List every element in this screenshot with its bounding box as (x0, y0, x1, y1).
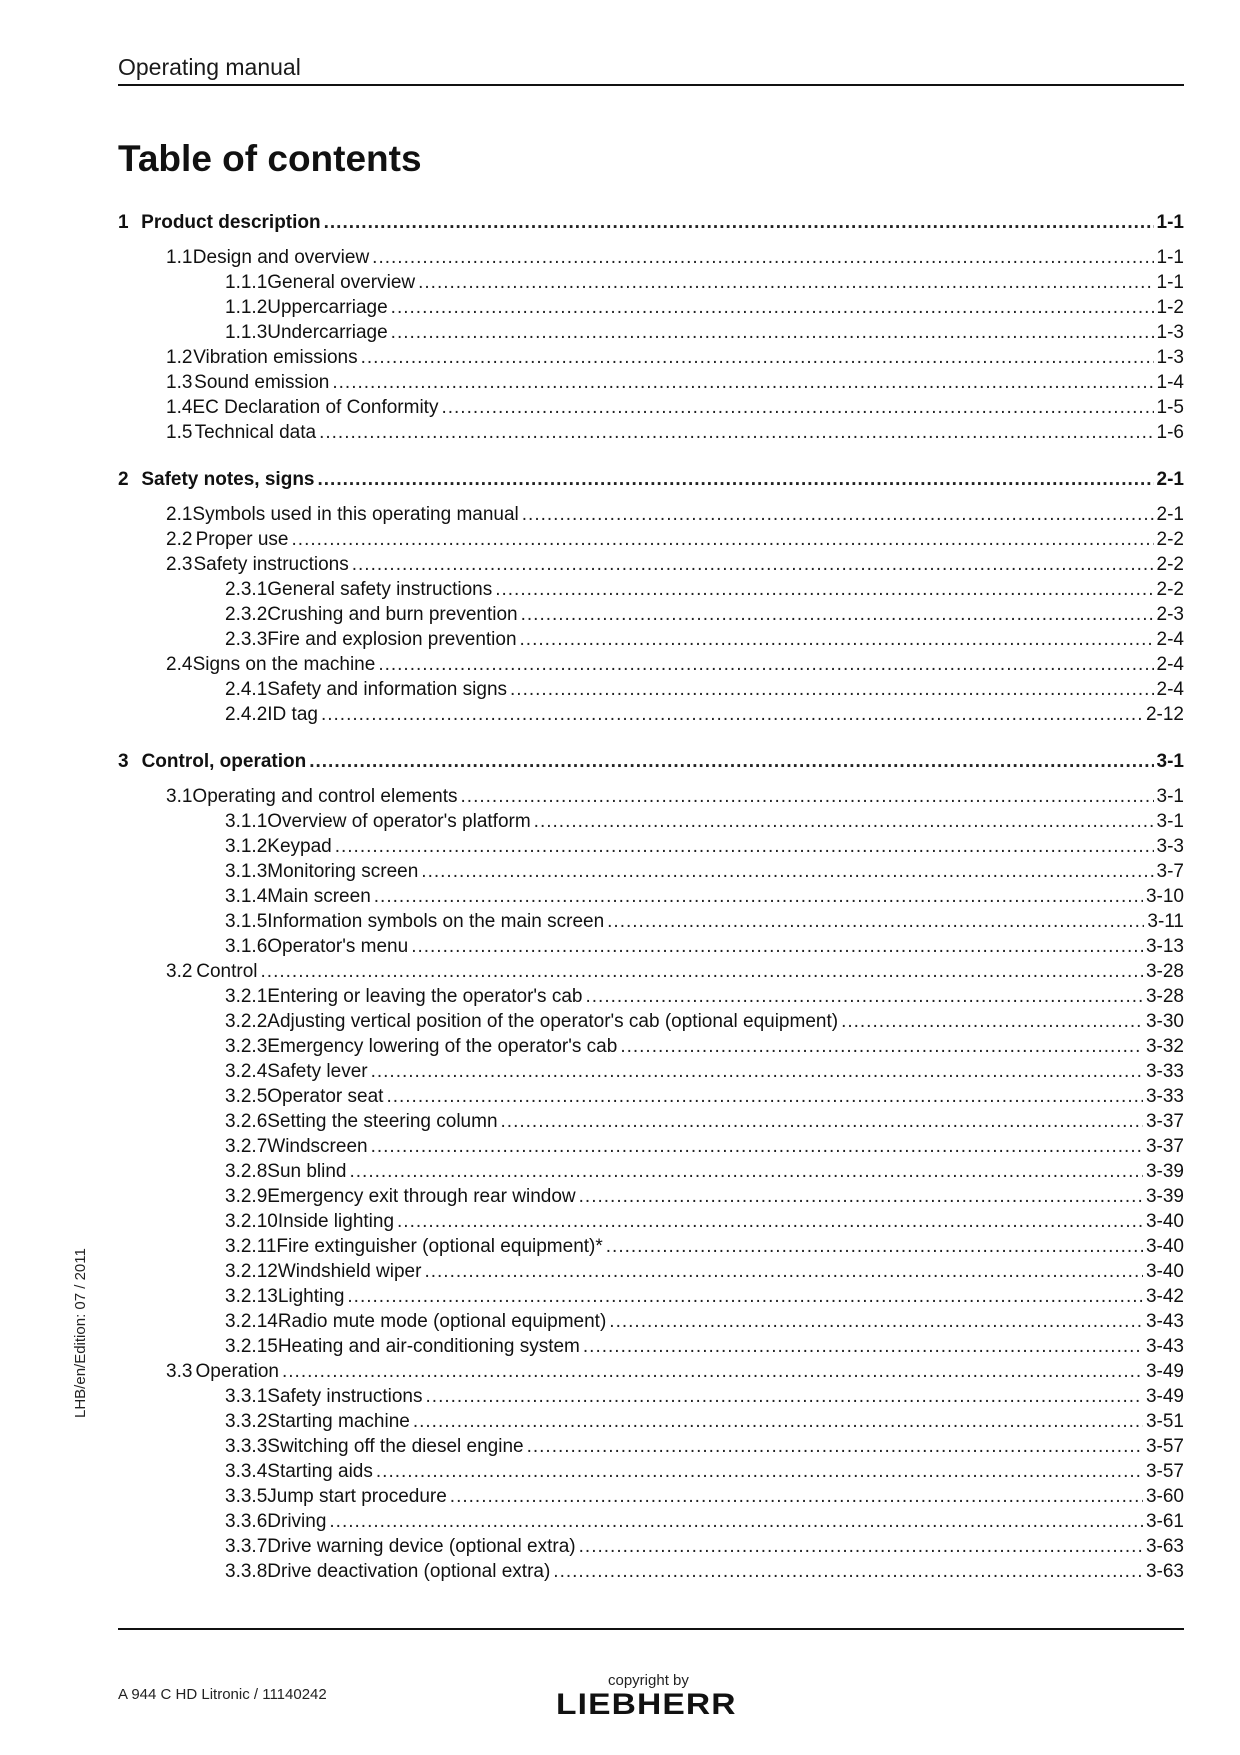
toc-entry[interactable] (118, 1384, 1184, 1409)
toc-entry[interactable] (118, 1034, 1184, 1059)
toc-entry-label: Safety instructions (267, 1386, 423, 1407)
toc-entry-page: 1-1 (1156, 247, 1184, 268)
toc-entry-label: Windscreen (267, 1136, 368, 1157)
toc-entry-label: ID tag (267, 704, 318, 725)
toc-entry[interactable] (118, 859, 1184, 884)
toc-leader-dots (620, 1034, 1143, 1059)
toc-entry[interactable] (118, 370, 1184, 395)
toc-entry-number: 1 (118, 212, 129, 233)
toc-entry[interactable] (118, 395, 1184, 420)
toc-entry-label: Lighting (277, 1286, 345, 1307)
toc-entry[interactable] (118, 1134, 1184, 1159)
toc-entry[interactable] (118, 245, 1184, 270)
toc-entry[interactable] (118, 210, 1184, 235)
toc-leader-dots (520, 627, 1154, 652)
toc-entry-number: 2.4.1 (225, 679, 268, 700)
toc-entry-number: 1.4 (166, 397, 193, 418)
toc-entry[interactable] (118, 320, 1184, 345)
toc-entry[interactable] (118, 467, 1184, 492)
toc-entry-label: Emergency lowering of the operator's cab (267, 1036, 618, 1057)
toc-entry-label: Operator's menu (267, 936, 409, 957)
copyright-text: copyright by (608, 1672, 689, 1689)
toc-entry-page: 3-3 (1156, 836, 1184, 857)
toc-entry-page: 2-3 (1156, 604, 1184, 625)
toc-leader-dots (350, 1159, 1143, 1184)
toc-leader-dots (495, 577, 1153, 602)
toc-entry[interactable] (118, 934, 1184, 959)
toc-entry-number: 3.2.11 (225, 1236, 277, 1257)
edition-side-text: LHB/en/Edition: 07 / 2011 (72, 1248, 89, 1418)
toc-entry-page: 3-57 (1145, 1436, 1184, 1457)
toc-leader-dots (318, 467, 1154, 492)
toc-entry-page: 2-2 (1156, 579, 1184, 600)
toc-leader-dots (426, 1384, 1143, 1409)
toc-entry[interactable] (118, 1059, 1184, 1084)
toc-leader-dots (321, 702, 1143, 727)
toc-entry[interactable] (118, 1359, 1184, 1384)
toc-leader-dots (309, 749, 1153, 774)
toc-leader-dots (606, 1234, 1143, 1259)
toc-entry-label: Switching off the diesel engine (267, 1436, 524, 1457)
toc-entry-label: Radio mute mode (optional equipment) (277, 1311, 607, 1332)
toc-entry-label: Vibration emissions (193, 347, 358, 368)
toc-entry-page: 3-13 (1145, 936, 1184, 957)
toc-entry[interactable] (118, 1184, 1184, 1209)
toc-entry-number: 3.3.8 (225, 1561, 268, 1582)
toc-entry-page: 3-60 (1145, 1486, 1184, 1507)
toc-leader-dots (521, 602, 1154, 627)
toc-entry-page: 1-3 (1156, 347, 1184, 368)
toc-entry-page: 2-4 (1156, 679, 1184, 700)
toc-entry[interactable] (118, 959, 1184, 984)
toc-leader-dots (324, 210, 1154, 235)
toc-entry-label: Crushing and burn prevention (267, 604, 518, 625)
toc-entry-number: 1.1.3 (225, 322, 268, 343)
toc-leader-dots (510, 677, 1154, 702)
toc-entry[interactable] (118, 1509, 1184, 1534)
toc-entry-page: 3-43 (1145, 1311, 1184, 1332)
toc-entry[interactable] (118, 627, 1184, 652)
toc-entry[interactable] (118, 420, 1184, 445)
toc-entry-label: Safety and information signs (267, 679, 508, 700)
liebherr-logo (556, 1688, 746, 1723)
footer-rule (118, 1628, 1184, 1630)
toc-entry[interactable] (118, 1284, 1184, 1309)
toc-entry-number: 1.2 (166, 347, 193, 368)
toc-leader-dots (347, 1284, 1143, 1309)
toc-entry[interactable] (118, 652, 1184, 677)
toc-entry-number: 3.3.4 (225, 1461, 268, 1482)
toc-leader-dots (579, 1534, 1143, 1559)
toc-entry-number: 2.2 (166, 529, 193, 550)
toc-entry-label: Technical data (194, 422, 317, 443)
toc-entry-label: Drive deactivation (optional extra) (267, 1561, 551, 1582)
header-rule (118, 84, 1184, 86)
toc-entry[interactable] (118, 1309, 1184, 1334)
toc-entry-label: Jump start procedure (267, 1486, 447, 1507)
toc-entry-page: 3-1 (1156, 786, 1184, 807)
toc-entry-label: Uppercarriage (267, 297, 388, 318)
toc-entry[interactable] (118, 602, 1184, 627)
toc-leader-dots (583, 1334, 1143, 1359)
toc-entry[interactable] (118, 677, 1184, 702)
toc-entry-number: 2.3 (166, 554, 193, 575)
toc-entry-label: Overview of operator's platform (267, 811, 531, 832)
toc-entry-label: Proper use (195, 529, 289, 550)
toc-entry-page: 1-6 (1156, 422, 1184, 443)
toc-entry[interactable] (118, 577, 1184, 602)
toc-leader-dots (391, 320, 1154, 345)
toc-leader-dots (501, 1109, 1143, 1134)
toc-entry-page: 3-43 (1145, 1336, 1184, 1357)
toc-leader-dots (371, 1059, 1143, 1084)
toc-entry-number: 1.3 (166, 372, 193, 393)
toc-leader-dots (391, 295, 1154, 320)
toc-entry-page: 3-33 (1145, 1086, 1184, 1107)
toc-entry-page: 3-57 (1145, 1461, 1184, 1482)
toc-entry-page: 1-1 (1156, 212, 1184, 233)
toc-entry-number: 3.2.14 (225, 1311, 278, 1332)
toc-entry-page: 3-49 (1145, 1386, 1184, 1407)
toc-entry-label: Emergency exit through rear window (267, 1186, 576, 1207)
toc-entry-label: Driving (267, 1511, 327, 1532)
toc-entry[interactable] (118, 1434, 1184, 1459)
toc-entry-page: 3-63 (1145, 1536, 1184, 1557)
toc-leader-dots (329, 1509, 1143, 1534)
toc-leader-dots (411, 934, 1143, 959)
logo-text: LIEBHERR (556, 1688, 737, 1718)
toc-entry-number: 3 (118, 751, 129, 772)
toc-entry-number: 3.2.15 (225, 1336, 278, 1357)
toc-entry-label: Starting aids (267, 1461, 373, 1482)
toc-entry-page: 3-39 (1145, 1161, 1184, 1182)
toc-entry-number: 3.1.6 (225, 936, 268, 957)
toc-entry-number: 2.4.2 (225, 704, 268, 725)
toc-entry[interactable] (118, 502, 1184, 527)
toc-entry[interactable] (118, 1334, 1184, 1359)
toc-entry-number: 3.1.1 (225, 811, 268, 832)
toc-entry-number: 3.1.4 (225, 886, 268, 907)
toc-entry-label: Keypad (267, 836, 332, 857)
page-title: Table of contents (118, 138, 422, 179)
toc-entry-page: 3-37 (1145, 1111, 1184, 1132)
toc-entry[interactable] (118, 749, 1184, 774)
toc-entry-page: 2-1 (1156, 469, 1184, 490)
toc-entry[interactable] (118, 1009, 1184, 1034)
toc-leader-dots (378, 652, 1153, 677)
toc-entry-number: 3.2.13 (225, 1286, 278, 1307)
toc-entry-label: Safety lever (267, 1061, 368, 1082)
toc-leader-dots (579, 1184, 1143, 1209)
toc-entry-page: 3-49 (1145, 1361, 1184, 1382)
toc-entry-label: Starting machine (267, 1411, 410, 1432)
toc-leader-dots (376, 1459, 1143, 1484)
toc-entry-page: 1-2 (1156, 297, 1184, 318)
toc-entry-label: Signs on the machine (192, 654, 376, 675)
toc-leader-dots (553, 1559, 1143, 1584)
toc-leader-dots (292, 527, 1154, 552)
toc-entry-number: 3.3.5 (225, 1486, 268, 1507)
toc-entry-number: 2.1 (166, 504, 193, 525)
toc-leader-dots (319, 420, 1153, 445)
toc-entry-number: 1.1 (166, 247, 193, 268)
toc-entry-page: 3-1 (1156, 811, 1184, 832)
toc-entry[interactable] (118, 1409, 1184, 1434)
toc-entry[interactable] (118, 345, 1184, 370)
toc-leader-dots (441, 395, 1153, 420)
toc-leader-dots (372, 245, 1153, 270)
toc-entry-label: Operating and control elements (192, 786, 458, 807)
toc-entry-label: General overview (267, 272, 416, 293)
toc-entry[interactable] (118, 1234, 1184, 1259)
toc-leader-dots (371, 1134, 1143, 1159)
toc-entry-label: Monitoring screen (267, 861, 419, 882)
toc-entry[interactable] (118, 552, 1184, 577)
toc-entry[interactable] (118, 270, 1184, 295)
toc-entry-number: 3.3.1 (225, 1386, 268, 1407)
toc-entry-label: Design and overview (192, 247, 370, 268)
toc-entry-label: EC Declaration of Conformity (192, 397, 439, 418)
toc-entry-number: 3.2.1 (225, 986, 268, 1007)
toc-leader-dots (413, 1409, 1143, 1434)
toc-entry-number: 3.2.3 (225, 1036, 268, 1057)
toc-entry-page: 1-1 (1156, 272, 1184, 293)
toc-entry-label: Information symbols on the main screen (267, 911, 605, 932)
toc-entry-number: 3.1.3 (225, 861, 268, 882)
toc-entry-label: Fire and explosion prevention (267, 629, 517, 650)
toc-entry[interactable] (118, 1559, 1184, 1584)
toc-entry-page: 3-63 (1145, 1561, 1184, 1582)
toc-entry-label: Adjusting vertical position of the operator's cab (optional equipment) (267, 1011, 839, 1032)
toc-entry-number: 2 (118, 469, 129, 490)
toc-entry[interactable] (118, 1259, 1184, 1284)
toc-entry-page: 3-11 (1147, 911, 1184, 932)
toc-leader-dots (461, 784, 1154, 809)
toc-entry-label: Sound emission (194, 372, 330, 393)
toc-entry-page: 3-7 (1156, 861, 1184, 882)
toc-entry-page: 3-33 (1145, 1061, 1184, 1082)
toc-entry-number: 3.2.10 (225, 1211, 278, 1232)
toc-leader-dots (609, 1309, 1143, 1334)
toc-entry-label: Inside lighting (277, 1211, 395, 1232)
toc-entry-page: 3-40 (1145, 1236, 1184, 1257)
toc-entry-page: 2-1 (1156, 504, 1184, 525)
toc-entry-label: Undercarriage (267, 322, 388, 343)
toc-entry-number: 2.3.1 (225, 579, 268, 600)
toc-entry-label: Windshield wiper (277, 1261, 422, 1282)
toc-entry[interactable] (118, 834, 1184, 859)
toc-entry-page: 1-4 (1156, 372, 1184, 393)
toc-entry-number: 3.3.2 (225, 1411, 268, 1432)
toc-entry[interactable] (118, 909, 1184, 934)
toc-entry-page: 2-4 (1156, 654, 1184, 675)
toc-entry-number: 2.4 (166, 654, 193, 675)
toc-entry-label: Heating and air-conditioning system (277, 1336, 580, 1357)
toc-entry[interactable] (118, 1109, 1184, 1134)
toc-entry[interactable] (118, 702, 1184, 727)
toc-entry-page: 2-4 (1156, 629, 1184, 650)
toc-entry-label: Main screen (267, 886, 371, 907)
toc-entry-label: General safety instructions (267, 579, 493, 600)
toc-leader-dots (522, 502, 1154, 527)
toc-entry-label: Sun blind (267, 1161, 347, 1182)
toc-leader-dots (374, 884, 1143, 909)
toc-entry-number: 1.1.1 (225, 272, 268, 293)
toc-leader-dots (527, 1434, 1143, 1459)
toc-leader-dots (261, 959, 1143, 984)
toc-entry-number: 3.2.5 (225, 1086, 268, 1107)
running-header: Operating manual (118, 54, 301, 80)
toc-entry-number: 3.3 (166, 1361, 193, 1382)
toc-entry-page: 3-10 (1145, 886, 1184, 907)
toc-entry-page: 1-3 (1156, 322, 1184, 343)
toc-entry-number: 1.1.2 (225, 297, 268, 318)
toc-leader-dots (282, 1359, 1143, 1384)
toc-entry-label: Drive warning device (optional extra) (267, 1536, 576, 1557)
toc-leader-dots (361, 345, 1154, 370)
toc-entry[interactable] (118, 527, 1184, 552)
toc-entry-page: 3-28 (1145, 986, 1184, 1007)
toc-entry-page: 3-1 (1156, 751, 1184, 772)
toc-leader-dots (585, 984, 1142, 1009)
toc-entry[interactable] (118, 1484, 1184, 1509)
liebherr-logo-wordmark (556, 1688, 746, 1718)
toc-entry-label: Operator seat (267, 1086, 384, 1107)
toc-leader-dots (424, 1259, 1143, 1284)
toc-entry-number: 3.3.7 (225, 1536, 268, 1557)
toc-entry-page: 3-40 (1145, 1261, 1184, 1282)
toc-entry[interactable] (118, 295, 1184, 320)
toc-entry-label: Fire extinguisher (optional equipment)* (276, 1236, 603, 1257)
toc-entry-label: Operation (195, 1361, 279, 1382)
toc-entry-page: 3-37 (1145, 1136, 1184, 1157)
toc-entry-label: Product description (141, 212, 321, 233)
table-of-contents (118, 210, 1184, 1584)
toc-entry-page: 3-28 (1145, 961, 1184, 982)
toc-entry-page: 1-5 (1156, 397, 1184, 418)
toc-entry-page: 3-30 (1145, 1011, 1184, 1032)
toc-leader-dots (421, 859, 1153, 884)
toc-leader-dots (534, 809, 1154, 834)
toc-entry-label: Symbols used in this operating manual (192, 504, 519, 525)
toc-entry-page: 3-42 (1145, 1286, 1184, 1307)
toc-leader-dots (418, 270, 1153, 295)
toc-entry-number: 3.2.8 (225, 1161, 268, 1182)
toc-entry-label: Control, operation (141, 751, 307, 772)
toc-leader-dots (450, 1484, 1143, 1509)
toc-entry-page: 2-12 (1145, 704, 1184, 725)
toc-entry-number: 3.2.6 (225, 1111, 268, 1132)
toc-entry-page: 3-32 (1145, 1036, 1184, 1057)
toc-entry-label: Control (196, 961, 258, 982)
toc-entry-number: 2.3.3 (225, 629, 268, 650)
toc-leader-dots (841, 1009, 1143, 1034)
toc-entry-page: 3-39 (1145, 1186, 1184, 1207)
toc-leader-dots (386, 1084, 1143, 1109)
toc-leader-dots (607, 909, 1144, 934)
toc-leader-dots (332, 370, 1153, 395)
toc-entry-label: Safety notes, signs (141, 469, 315, 490)
toc-entry-number: 3.3.6 (225, 1511, 268, 1532)
toc-entry-number: 3.2.4 (225, 1061, 268, 1082)
toc-entry-number: 3.2.12 (225, 1261, 278, 1282)
toc-entry-number: 1.5 (166, 422, 193, 443)
toc-leader-dots (335, 834, 1154, 859)
toc-entry[interactable] (118, 1209, 1184, 1234)
toc-entry-number: 3.2 (166, 961, 193, 982)
toc-entry-number: 3.2.7 (225, 1136, 268, 1157)
toc-entry-page: 3-61 (1145, 1511, 1184, 1532)
toc-leader-dots (352, 552, 1154, 577)
toc-entry-page: 3-51 (1145, 1411, 1184, 1432)
toc-entry-number: 3.1.5 (225, 911, 268, 932)
toc-entry[interactable] (118, 1534, 1184, 1559)
footer-model: A 944 C HD Litronic / 11140242 (118, 1686, 327, 1703)
toc-entry-label: Entering or leaving the operator's cab (267, 986, 583, 1007)
toc-entry-number: 3.1.2 (225, 836, 268, 857)
toc-entry[interactable] (118, 1459, 1184, 1484)
toc-entry-number: 3.3.3 (225, 1436, 268, 1457)
toc-entry[interactable] (118, 1159, 1184, 1184)
toc-entry-page: 2-2 (1156, 529, 1184, 550)
toc-entry-label: Setting the steering column (267, 1111, 498, 1132)
toc-entry[interactable] (118, 884, 1184, 909)
toc-entry-page: 2-2 (1156, 554, 1184, 575)
toc-entry[interactable] (118, 1084, 1184, 1109)
toc-entry[interactable] (118, 984, 1184, 1009)
toc-entry[interactable] (118, 784, 1184, 809)
toc-entry-page: 3-40 (1145, 1211, 1184, 1232)
toc-entry-number: 3.1 (166, 786, 193, 807)
toc-entry-number: 3.2.2 (225, 1011, 268, 1032)
toc-entry-label: Safety instructions (193, 554, 349, 575)
toc-entry-number: 2.3.2 (225, 604, 268, 625)
toc-entry-number: 3.2.9 (225, 1186, 268, 1207)
toc-leader-dots (397, 1209, 1143, 1234)
toc-entry[interactable] (118, 809, 1184, 834)
